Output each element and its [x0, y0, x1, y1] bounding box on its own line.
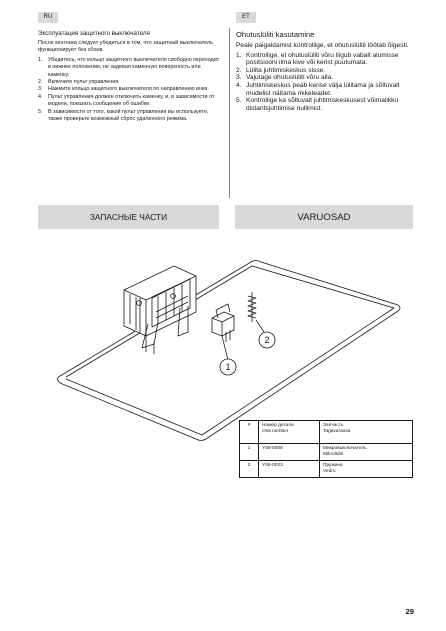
spare-parts-table — [239, 420, 413, 478]
et-step: 1. Kontrollige, et ohutuslüliti võru liigub vabalt alumisse positsiooni ilma kive või kerist puutumata. — [236, 51, 399, 67]
ru-step: 2. Включите пульт управления. — [38, 79, 120, 86]
spring-part — [248, 292, 264, 332]
et-step: 5. Kontrollige ka sõltuvalt juhtimiskeskusest võimalikku distantsjuhtimise nullimist. — [236, 97, 399, 112]
russian-instructions — [38, 30, 222, 123]
microswitch-part — [212, 304, 234, 360]
language-tag-ru: RU — [38, 12, 58, 23]
switch-housing — [124, 266, 196, 354]
estonian-instructions — [236, 30, 414, 112]
table-row: 2 Y06-0023 Пружина Vedru — [240, 461, 413, 478]
table-row: 1 Y08-0008 Микровыключатель Mikrolüliti — [240, 444, 413, 461]
ru-steps — [38, 57, 222, 124]
safety-ring-frame — [58, 261, 401, 441]
header-part-number: Номер детали Osa number — [259, 421, 320, 444]
et-step: 4. Juhtimiskeskus peab kerise välja lülitama ja sõltuvalt mudelist näitama rikketeadet. — [236, 81, 400, 97]
et-title: Ohutuslüliti kasutamine — [236, 30, 315, 39]
ru-title: Эксплуатация защитного выключателя — [38, 30, 150, 37]
section-bar-spare-parts-ru: ЗАПАСНЫЕ ЧАСТИ — [38, 205, 219, 229]
table-header-row — [240, 421, 413, 444]
header-index: # — [240, 421, 259, 444]
language-tag-et: ET — [236, 12, 256, 23]
section-bar-spare-parts-et — [235, 205, 413, 229]
callout-1-label: 1 — [225, 362, 231, 372]
spare-parts-illustration — [38, 236, 414, 448]
ru-step: 4. Пульт управления должен отключить каменку, и, в зависимости от модели, показать сообщение об ошибке. — [38, 93, 215, 108]
callout-2-label: 2 — [264, 335, 270, 345]
et-step: 3. Vajutage ohutuslüliti võru alla. — [236, 74, 334, 82]
ru-step: 3. Нажмите кольцо защитного выключателя по направлению вниз. — [38, 86, 209, 93]
ru-step: 5. В зависимости от того, какой пульт управления вы используете, также проверьте возможный сброс удаленного режима. — [38, 108, 209, 123]
et-step: 2. Lülita juhtimiskeskus sisse. — [236, 66, 326, 74]
section-title-et: VARUOSAD — [297, 212, 351, 223]
ru-intro: После монтажа следует убедиться в том, что защитный выключатель функционирует без сбоев. — [38, 40, 213, 54]
header-part-name: Запчасть Tagavaraosa — [320, 421, 413, 444]
et-intro: Peale paigaldamist kontrollige, et ohutuslüliti töötab õigesti. — [236, 42, 409, 49]
ru-step: 1. Убедитесь, что кольцо защитного выключателя свободно переходит в нижнее положение, не задевая каменную поверхность или каменку. — [38, 56, 220, 78]
column-divider — [229, 28, 230, 198]
page-number: 29 — [405, 607, 414, 616]
et-steps — [236, 52, 414, 113]
